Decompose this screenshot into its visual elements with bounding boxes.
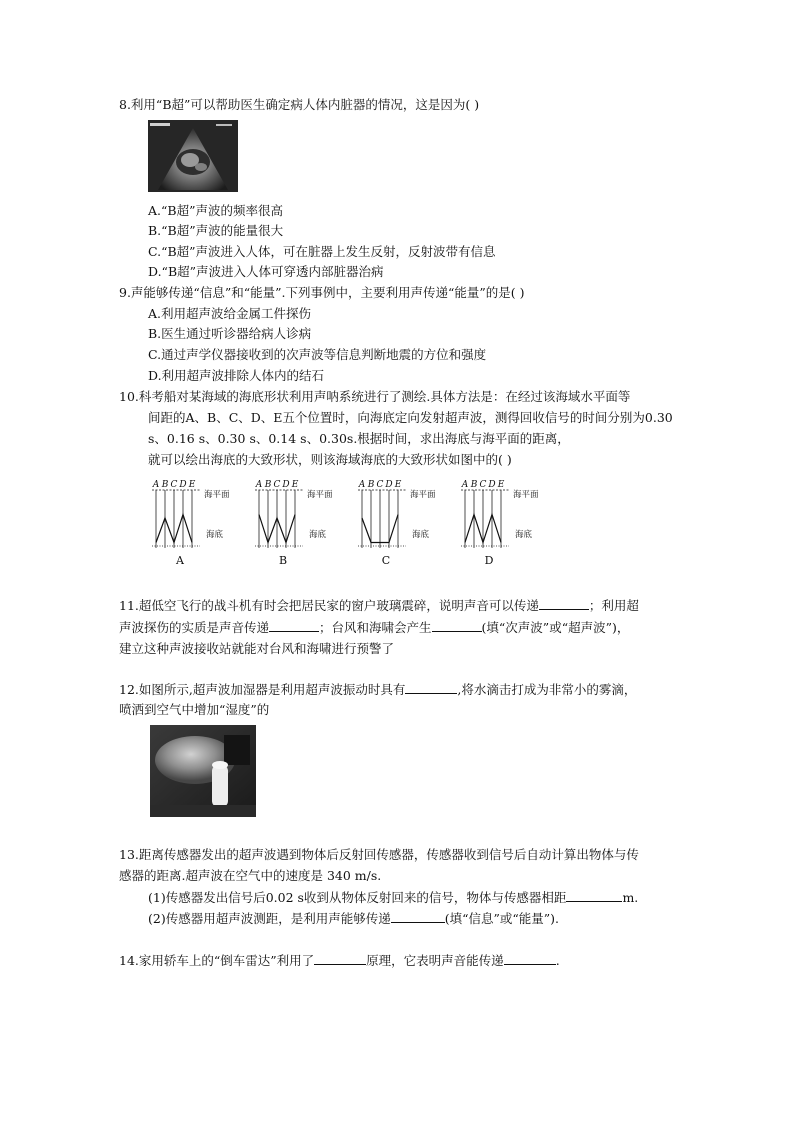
q11-line-3: 建立这种声波接收站就能对台风和海啸进行预警了 — [119, 641, 395, 656]
point-label: D — [282, 480, 290, 490]
answer-blank[interactable] — [566, 889, 622, 902]
q8-option-d: D.“B超”声波进入人体可穿透内部脏器治病 — [148, 264, 384, 279]
point-label: E — [394, 480, 402, 490]
q13-line-1: 13.距离传感器发出的超声波遇到物体后反射回传感器，传感器收到信号后自动计算出物体与传 — [119, 847, 639, 862]
sea-bottom-label: 海底 — [412, 530, 430, 540]
q12-line-1 — [119, 681, 636, 698]
point-label: C — [479, 480, 487, 490]
q11-text-2a: 声波探伤的实质是声音传递 — [119, 620, 270, 635]
q10-line-3: s、0.16 s、0.30 s、0.14 s、0.30s.根据时间，求出海底与海平面的距离， — [148, 431, 570, 446]
q8-stem: 8.利用“B超”可以帮助医生确定病人体内脏器的情况，这是因为( ) — [119, 97, 480, 112]
point-label: C — [273, 480, 281, 490]
q11-text-2c: (填“次声波”或“超声波”)， — [481, 620, 630, 635]
point-label: D — [179, 480, 187, 490]
q13-sub-2 — [148, 910, 559, 927]
q13-sub2-text-a: (2)传感器用超声波测距，是利用声能够传递 — [148, 911, 391, 926]
point-label: B — [367, 480, 375, 490]
q12-text-1b: ,将水滴击打成为非常小的雾滴， — [457, 682, 637, 697]
q11-line-2 — [119, 619, 629, 636]
diagram-option-label: D — [484, 554, 494, 567]
q10-line-2: 间距的A、B、C、D、E五个位置时，向海底定向发射超声波，测得回收信号的时间分别为0.30 — [148, 410, 673, 425]
answer-blank[interactable] — [539, 597, 589, 610]
answer-blank[interactable] — [314, 952, 366, 965]
q11-text-2b: ；台风和海啸会产生 — [319, 620, 432, 635]
q13-sub-1 — [148, 889, 638, 906]
q13-line-2: 感器的距离.超声波在空气中的速度是 340 m/s. — [119, 868, 382, 883]
point-label: A — [461, 480, 469, 490]
q11-text-1a: 11.超低空飞行的战斗机有时会把居民家的窗户玻璃震碎，说明声音可以传递 — [119, 598, 539, 613]
q13-sub2-text-b: (填“信息”或“能量”). — [444, 911, 560, 926]
sea-bottom-label: 海底 — [309, 530, 327, 540]
q9-option-c: C.通过声学仪器接收到的次声波等信息判断地震的方位和强度 — [148, 347, 487, 362]
seabed-diagram-set — [150, 478, 560, 570]
answer-blank[interactable] — [269, 619, 319, 632]
point-label: D — [488, 480, 496, 490]
diagram-option-label: B — [278, 554, 288, 567]
q12-text-1a: 12.如图所示,超声波加湿器是利用超声波振动时具有 — [119, 682, 406, 697]
point-label: B — [470, 480, 478, 490]
sea-surface-label: 海平面 — [204, 490, 230, 500]
sea-surface-label: 海平面 — [513, 490, 539, 500]
q13-sub1-text-a: (1)传感器发出信号后0.02 s收到从物体反射回来的信号，物体与传感器相距 — [148, 890, 567, 905]
q9-stem: 9.声能够传递“信息”和“能量”.下列事例中，主要利用声传递“能量”的是( ) — [119, 285, 525, 300]
q14-text-a: 14.家用轿车上的“倒车雷达”利用了 — [119, 953, 315, 968]
answer-blank[interactable] — [391, 910, 445, 923]
q14-line — [119, 952, 560, 969]
point-label: A — [152, 480, 160, 490]
q12-line-2: 喷洒到空气中增加“湿度”的 — [119, 702, 270, 717]
point-label: D — [385, 480, 393, 490]
q8-option-b: B.“B超”声波的能量很大 — [148, 223, 284, 238]
q13-sub1-text-b: m. — [622, 890, 639, 905]
point-label: A — [255, 480, 263, 490]
humidifier-photo — [150, 725, 256, 817]
point-label: A — [358, 480, 366, 490]
q10-line-1: 10.科考船对某海域的海底形状利用声呐系统进行了测绘.具体方法是：在经过该海域水平面等 — [119, 389, 631, 404]
ultrasound-image — [148, 120, 238, 192]
answer-blank[interactable] — [432, 619, 482, 632]
sea-surface-label: 海平面 — [307, 490, 333, 500]
q9-option-a: A.利用超声波给金属工件探伤 — [148, 306, 312, 321]
point-label: E — [188, 480, 196, 490]
q11-text-1b: ；利用超 — [588, 598, 639, 613]
point-label: E — [497, 480, 505, 490]
q14-text-b: 原理，它表明声音能传递 — [366, 953, 504, 968]
point-label: E — [291, 480, 299, 490]
point-label: C — [170, 480, 178, 490]
point-label: B — [161, 480, 169, 490]
answer-blank[interactable] — [405, 681, 457, 694]
sea-bottom-label: 海底 — [515, 530, 533, 540]
q10-line-4: 就可以绘出海底的大致形状，则该海域海底的大致形状如图中的( ) — [148, 452, 512, 467]
q14-text-c: . — [555, 953, 560, 968]
point-label: B — [264, 480, 272, 490]
sea-bottom-label: 海底 — [206, 530, 224, 540]
diagram-option-label: A — [176, 554, 184, 567]
q8-option-a: A.“B超”声波的频率很高 — [148, 203, 283, 218]
q9-option-b: B.医生通过听诊器给病人诊病 — [148, 326, 312, 341]
q11-line-1 — [119, 597, 639, 614]
answer-blank[interactable] — [504, 952, 556, 965]
diagram-option-label: C — [381, 554, 391, 567]
sea-surface-label: 海平面 — [410, 490, 436, 500]
q9-option-d: D.利用超声波排除人体内的结石 — [148, 368, 325, 383]
point-label: C — [376, 480, 384, 490]
q8-option-c: C.“B超”声波进入人体，可在脏器上发生反射，反射波带有信息 — [148, 244, 496, 259]
